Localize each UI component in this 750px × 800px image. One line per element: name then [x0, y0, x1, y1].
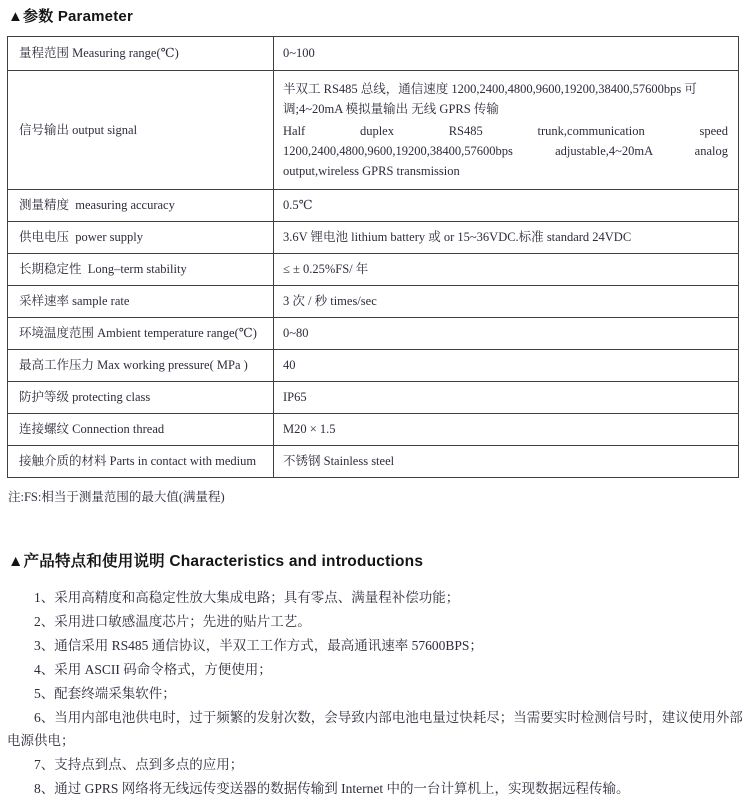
- param-value: ≤ ± 0.25%FS/ 年: [274, 254, 739, 286]
- param-value: 0.5℃: [274, 190, 739, 222]
- param-value: 3.6V 锂电池 lithium battery 或 or 15~36VDC.标准 standard 24VDC: [274, 222, 739, 254]
- param-label: 接触介质的材料 Parts in contact with medium: [8, 446, 274, 478]
- feature-list: [7, 586, 743, 800]
- table-row-contact-medium: [8, 446, 739, 478]
- table-footnote: 注:FS:相当于测量范围的最大值(满量程): [8, 490, 225, 504]
- table-row-measuring-range: [8, 37, 739, 71]
- param-value: [274, 71, 739, 190]
- table-row-max-working-pressure: [8, 350, 739, 382]
- param-label: 环境温度范围 Ambient temperature range(℃): [8, 318, 274, 350]
- param-label: 供电电压 power supply: [8, 222, 274, 254]
- param-value: 0~80: [274, 318, 739, 350]
- table-row-output-signal: [8, 71, 739, 190]
- feature-item-3: 3、通信采用 RS485 通信协议，半双工工作方式，最高通讯速率 57600BPS；: [34, 638, 483, 653]
- param-label: 长期稳定性 Long–term stability: [8, 254, 274, 286]
- signal-value-english: Half duplex RS485 trunk,communication speed 1200,2400,4800,9600,19200,38400,57600bps adjustable,4~20mA analog output,wireless GPRS transmission: [283, 124, 728, 178]
- param-value: 不锈钢 Stainless steel: [274, 446, 739, 478]
- param-value: IP65: [274, 382, 739, 414]
- table-row-connection-thread: [8, 414, 739, 446]
- param-label: 最高工作压力 Max working pressure( MPa ): [8, 350, 274, 382]
- table-row-power-supply: [8, 222, 739, 254]
- parameter-section-title: ▲参数 Parameter: [8, 8, 133, 25]
- characteristics-section-title: ▲产品特点和使用说明 Characteristics and introductions: [8, 553, 424, 570]
- feature-item-4: 4、采用 ASCII 码命令格式，方便使用；: [34, 662, 272, 677]
- param-label: 信号输出 output signal: [8, 71, 274, 190]
- table-row-long-term-stability: [8, 254, 739, 286]
- param-label: 量程范围 Measuring range(℃): [8, 37, 274, 71]
- table-row-protecting-class: [8, 382, 739, 414]
- table-row-sample-rate: [8, 286, 739, 318]
- feature-item-1: 1、采用高精度和高稳定性放大集成电路；具有零点、满量程补偿功能；: [34, 590, 460, 605]
- feature-item-5: 5、配套终端采集软件；: [34, 686, 176, 701]
- feature-item-8: 8、通过 GPRS 网络将无线远传变送器的数据传输到 Internet 中的一台计算机上，实现数据远程传输。: [34, 781, 630, 796]
- parameter-table: [7, 36, 739, 478]
- param-value: M20 × 1.5: [274, 414, 739, 446]
- table-row-ambient-temperature: [8, 318, 739, 350]
- param-label: 连接螺纹 Connection thread: [8, 414, 274, 446]
- param-label: 防护等级 protecting class: [8, 382, 274, 414]
- param-value: 0~100: [274, 37, 739, 71]
- param-value: 40: [274, 350, 739, 382]
- param-value: 3 次 / 秒 times/sec: [274, 286, 739, 318]
- feature-item-2: 2、采用进口敏感温度芯片；先进的贴片工艺。: [34, 614, 311, 629]
- table-row-measuring-accuracy: [8, 190, 739, 222]
- param-label: 测量精度 measuring accuracy: [8, 190, 274, 222]
- feature-item-7: 7、支持点到点、点到多点的应用；: [34, 757, 244, 772]
- param-label: 采样速率 sample rate: [8, 286, 274, 318]
- feature-item-6: 6、当用内部电池供电时，过于频繁的发射次数，会导致内部电池电量过快耗尽；当需要实时检测信号时，建议使用外部电源供电；: [7, 710, 743, 748]
- signal-value-chinese: 半双工 RS485 总线，通信速度 1200,2400,4800,9600,19200,38400,57600bps 可调;4~20mA 模拟量输出 无线 GPRS 传输: [283, 82, 697, 116]
